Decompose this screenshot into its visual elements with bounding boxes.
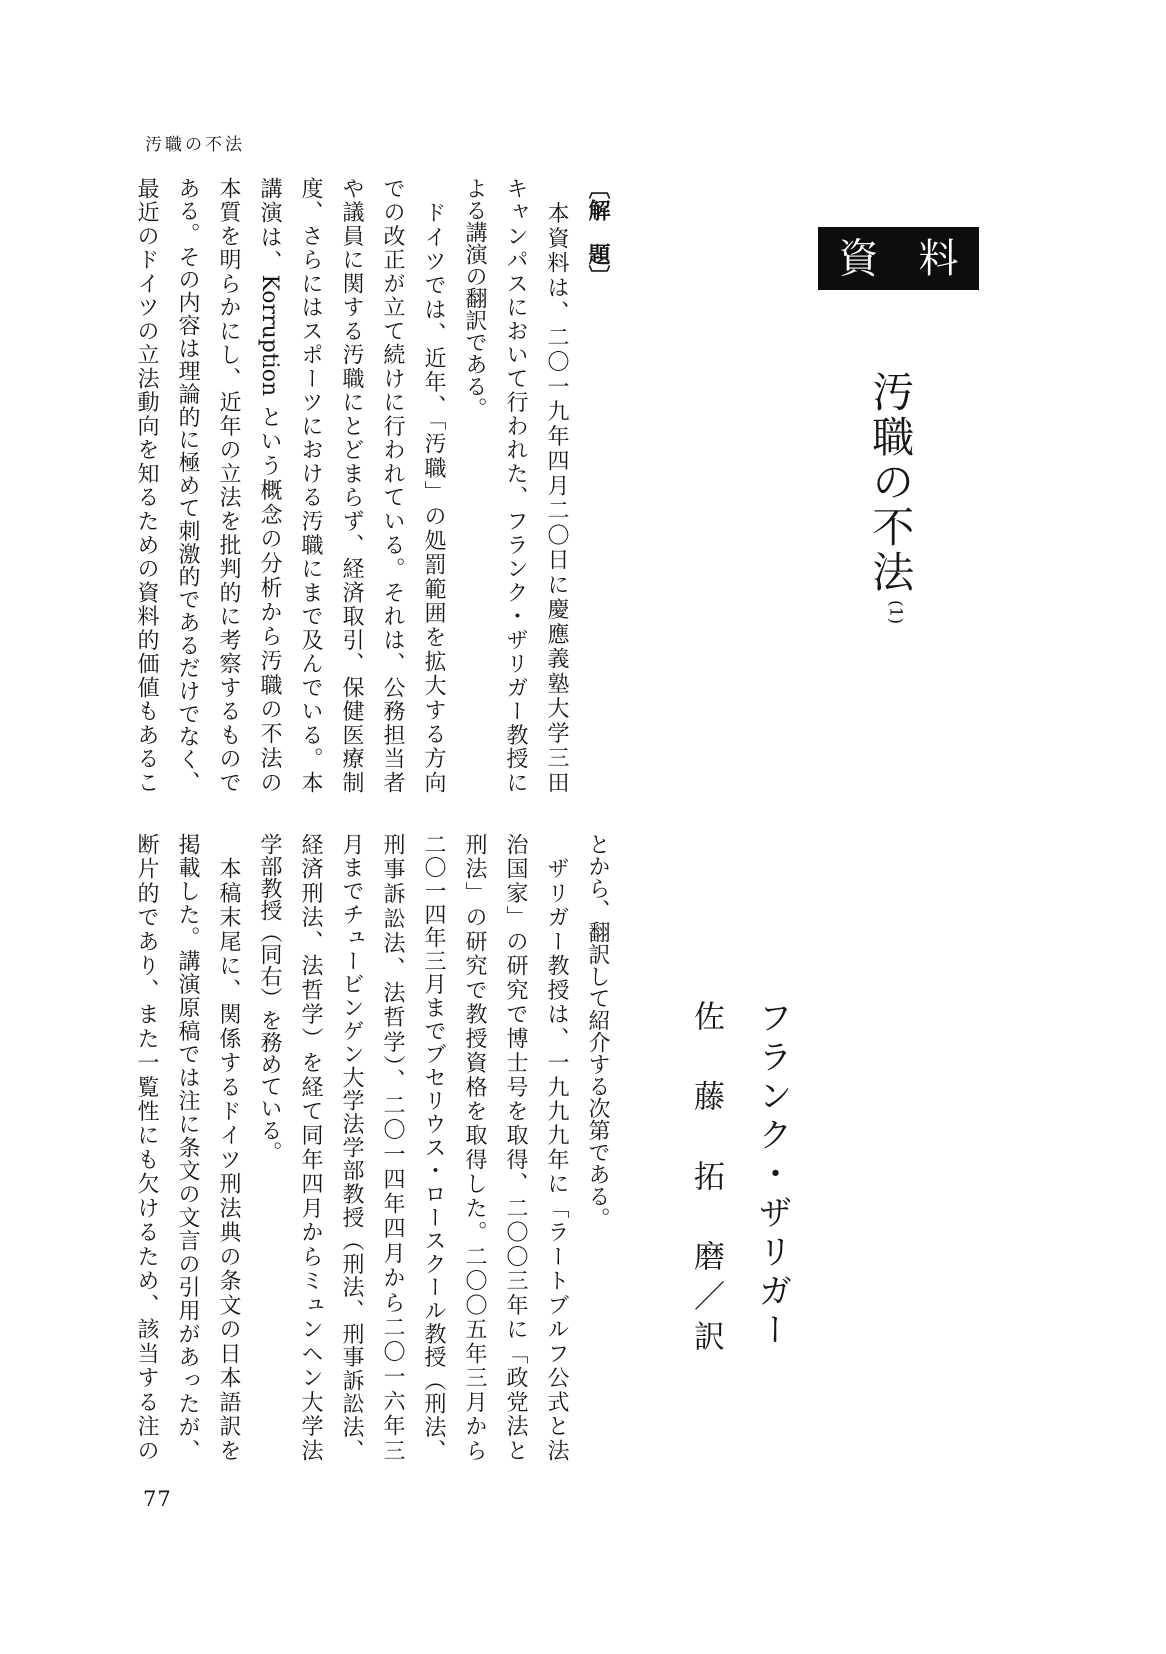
page-number: 77: [143, 1487, 172, 1511]
author-name: フランク・ザリガー: [752, 1000, 792, 1351]
text-column: とから、翻訳して紹介する次第である。: [585, 833, 610, 1229]
kaidai-top-block: [100, 177, 618, 793]
text-column: 本資料は、二〇一九年四月二〇日に慶應義塾大学三田: [544, 177, 569, 793]
text-column: キャンパスにおいて行われた、フランク・ザリガー教授に: [503, 177, 528, 793]
article-title-text: 汚職の不法: [866, 370, 916, 595]
text-column: 月までチュービンゲン大学法学部教授（刑法、刑事訴訟法、: [339, 833, 364, 1461]
article-title-note: (1): [885, 600, 906, 625]
text-column: 刑事訴訟法、法哲学）、二〇一四年四月から二〇一六年三: [380, 833, 405, 1461]
text-column: よる講演の翻訳である。: [462, 177, 487, 419]
text-column: 学部教授（同右）を務めている。: [257, 833, 282, 1163]
kaidai-heading: 〔解 題〕: [585, 177, 611, 287]
text-column: 刑法」の研究で教授資格を取得した。二〇〇五年三月から: [462, 833, 487, 1461]
text-column: 経済刑法、法哲学）を経て同年四月からミュンヘン大学法: [298, 833, 323, 1461]
text-column: 講演は、Korruption という概念の分析から汚職の不法の: [257, 177, 282, 793]
text-column: や議員に関する汚職にとどまらず、経済取引、保健医療制: [339, 177, 364, 793]
text-column: 本質を明らかにし、近年の立法を批判的に考察するもので: [216, 177, 241, 793]
running-header: 汚職の不法: [145, 135, 245, 155]
text-column: 断片的であり、また一覧性にも欠けるため、該当する注の: [134, 833, 159, 1461]
kaidai-bottom-block: [100, 833, 618, 1461]
text-column: 本稿末尾に、関係するドイツ刑法典の条文の日本語訳を: [216, 833, 241, 1461]
text-column: 最近のドイツの立法動向を知るための資料的価値もあるこ: [134, 177, 159, 793]
category-label-box: [818, 227, 979, 290]
text-column: 二〇一四年三月までブセリウス・ロースクール教授（刑法、: [421, 833, 446, 1461]
text-column: ザリガー教授は、一九九九年に「ラートブルフ公式と法: [544, 833, 569, 1461]
translator-name: 佐 藤 拓 磨／訳: [688, 1000, 724, 1360]
text-column: での改正が立て続けに行われている。それは、公務担当者: [380, 177, 405, 793]
text-column: 度、さらにはスポーツにおける汚職にまで及んでいる。本: [298, 177, 323, 793]
article-title: [866, 370, 914, 624]
text-column: 治国家」の研究で博士号を取得、二〇〇三年に「政党法と: [503, 833, 528, 1461]
text-column: 掲載した。講演原稿では注に条文の文言の引用があったが、: [175, 833, 200, 1461]
text-column: ドイツでは、近年、「汚職」の処罰範囲を拡大する方向: [421, 177, 446, 793]
author-block: [686, 1000, 794, 1420]
category-label: 資 料: [838, 235, 959, 282]
text-column: ある。その内容は理論的に極めて刺激的であるだけでなく、: [175, 177, 200, 793]
